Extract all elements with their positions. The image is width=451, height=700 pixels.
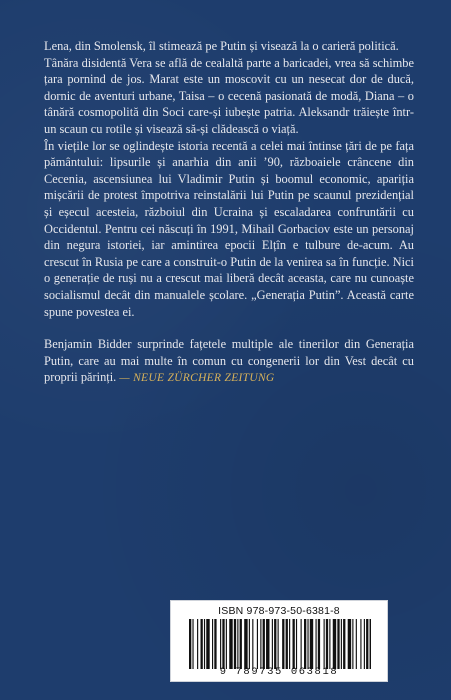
barcode-bar bbox=[278, 619, 279, 669]
barcode-bar bbox=[234, 619, 236, 669]
barcode-bar bbox=[286, 619, 288, 669]
barcode-bar bbox=[214, 619, 216, 669]
barcode-bar bbox=[293, 619, 295, 669]
barcode-bar bbox=[329, 619, 330, 669]
barcode-bar bbox=[296, 619, 297, 669]
barcode-bar bbox=[192, 619, 193, 669]
barcode-bar bbox=[189, 619, 191, 669]
barcode-bar bbox=[212, 619, 213, 669]
barcode-bar bbox=[266, 619, 269, 669]
barcode-bar bbox=[337, 619, 339, 669]
barcode-bar bbox=[206, 619, 209, 669]
isbn-label: ISBN 978-973-50-6381-8 bbox=[218, 605, 340, 617]
barcode-bar bbox=[301, 619, 302, 669]
barcode-bar bbox=[343, 619, 345, 669]
barcode-bar bbox=[352, 619, 353, 669]
barcode-bar bbox=[240, 619, 242, 669]
barcode-bar bbox=[289, 619, 290, 669]
barcode-bar bbox=[341, 619, 342, 669]
barcode-bar bbox=[222, 619, 224, 669]
barcode-bar bbox=[204, 619, 205, 669]
paragraph-gap bbox=[44, 320, 414, 336]
barcode-bar bbox=[274, 619, 276, 669]
back-cover-blurb bbox=[44, 38, 414, 387]
barcode-bar bbox=[364, 619, 365, 669]
barcode-bar bbox=[197, 619, 198, 669]
barcode-bar bbox=[229, 619, 232, 669]
barcode-bar bbox=[263, 619, 265, 669]
barcode-bar bbox=[326, 619, 328, 669]
blurb-paragraph-2: Tânăra disidentă Vera se află de cealaltă parte a baricadei, vrea să schimbe țara pornind de jos. Marat este un moscovit cu un nesecat dor de ducă, dornic de aventuri urbane, Taisa – o cecenă pasionată de modă, Diana – o tânără cosmopolită din Soci care-și iubește patria. Aleksandr trăiește într-un scaun cu rotile și visează să-și clădească o viață. bbox=[44, 55, 414, 136]
barcode-bar bbox=[366, 619, 368, 669]
barcode-bar bbox=[252, 619, 253, 669]
barcode-bar bbox=[333, 619, 336, 669]
barcode-bar bbox=[282, 619, 284, 669]
barcode-digits: 9 789735 063818 bbox=[219, 666, 339, 678]
barcode-bar bbox=[237, 619, 238, 669]
blurb-paragraph-3: În viețile lor se oglindește istoria recentă a celei mai întinse țări de pe fața pământului: lipsurile și anarhia din anii ’90, războaiele crâncene din Cecenia, ascensiunea lui Vladimir Putin și boomul economic, apariția mișcării de protest împotriva reinstalării lui Putin pe scaunul prezidențial și eșecul acesteia, războiul din Ucraina și escaladarea confruntării cu Occidentul. Pentru cei născuți în 1991, Mihail Gorbaciov este un personaj din negura istoriei, iar amintirea epocii Elțîn e tulbure de-acum. Au crescut în Rusia pe care a construit-o Putin de la venirea sa în funcție. Nici o generație de ruși nu a crescut mai liberă decât aceasta, care nu cunoaște socialismul decât din manualele școlare. „Generația Putin”. Această carte spune povestea ei. bbox=[44, 138, 414, 319]
press-quote bbox=[44, 336, 414, 387]
barcode-bar bbox=[272, 619, 273, 669]
blurb-paragraph-1: Lena, din Smolensk, îl stimează pe Putin și visează la o carieră politică. bbox=[44, 39, 399, 53]
barcode-bar bbox=[304, 619, 306, 669]
barcode-bar bbox=[220, 619, 221, 669]
barcode-bar bbox=[316, 619, 317, 669]
barcode-bar bbox=[260, 619, 261, 669]
barcode-bar bbox=[307, 619, 308, 669]
barcode-bar bbox=[310, 619, 313, 669]
barcode-bar bbox=[324, 619, 325, 669]
barcode-bar bbox=[249, 619, 250, 669]
barcode-bar bbox=[257, 619, 258, 669]
barcode-bar bbox=[360, 619, 361, 669]
barcode-bar bbox=[356, 619, 357, 669]
barcode-bar bbox=[318, 619, 320, 669]
barcode-bar bbox=[348, 619, 351, 669]
barcode-bar bbox=[226, 619, 227, 669]
barcode-bar bbox=[201, 619, 203, 669]
isbn-barcode-box bbox=[170, 600, 388, 682]
barcode-bars bbox=[189, 619, 371, 669]
barcode-bar bbox=[370, 619, 371, 669]
press-quote-text: Benjamin Bidder surprinde fațetele multiple ale tinerilor din Generația Putin, care au mai multe în comun cu congenerii lor din Vest decât cu proprii părinți. bbox=[44, 337, 414, 385]
barcode-bar bbox=[244, 619, 247, 669]
press-quote-source: — NEUE ZÜRCHER ZEITUNG bbox=[119, 372, 275, 385]
